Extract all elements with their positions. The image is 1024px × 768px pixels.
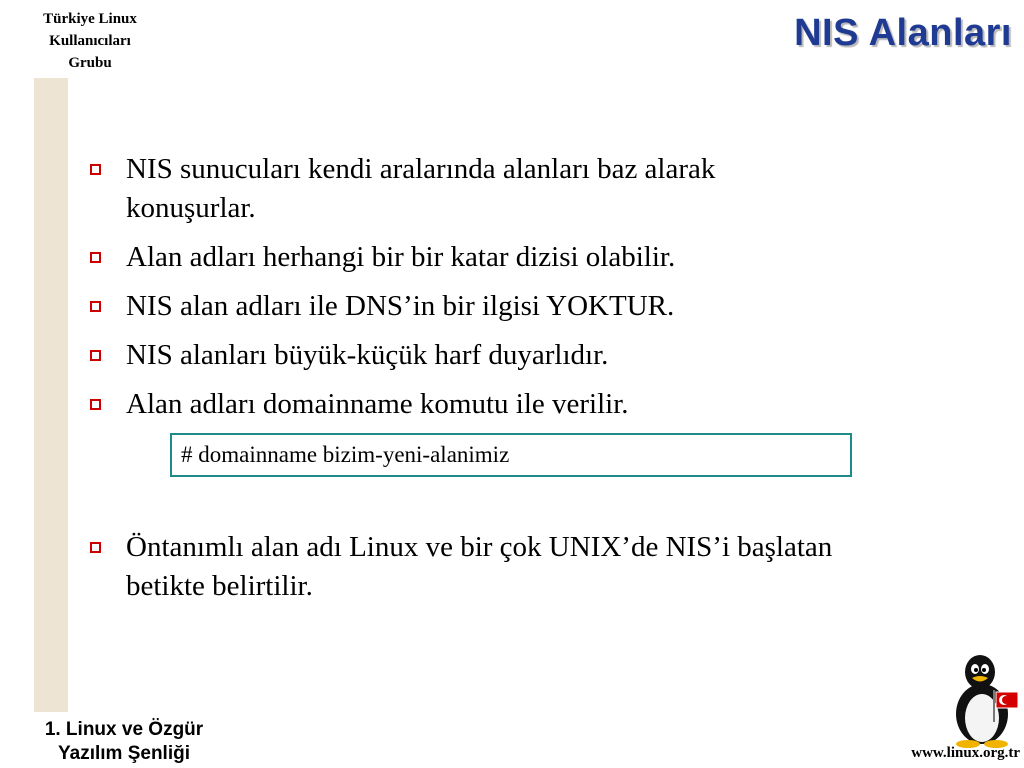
bullet-box-icon [90, 252, 101, 263]
list-item [90, 528, 850, 606]
list-item [90, 385, 850, 424]
event-line-1: 1. Linux ve Özgür [44, 719, 204, 740]
event-name [0, 718, 248, 766]
bullet-text: Alan adları domainname komutu ile verilir. [126, 388, 629, 420]
org-line-2: Kullanıcıları [49, 33, 131, 49]
event-line-2: Yazılım Şenliği [58, 743, 190, 764]
bullet-text: NIS sunucuları kendi aralarında alanları baz alarak konuşurlar. [126, 153, 716, 224]
list-item [90, 238, 850, 277]
org-line-1: Türkiye Linux [43, 11, 137, 27]
list-item [90, 150, 850, 228]
organization-name [0, 8, 180, 74]
bullet-box-icon [90, 301, 101, 312]
bullet-box-icon [90, 350, 101, 361]
command-example-box: # domainname bizim-yeni-alanimiz [170, 433, 852, 477]
bullet-box-icon [90, 542, 101, 553]
bullet-text: Alan adları herhangi bir bir katar dizisi olabilir. [126, 241, 676, 273]
bullet-text: NIS alanları büyük-küçük harf duyarlıdır. [126, 339, 609, 371]
bullet-text: Öntanımlı alan adı Linux ve bir çok UNIX’de NIS’i başlatan betikte belirtilir. [126, 531, 833, 602]
org-line-3: Grubu [68, 55, 112, 71]
tux-penguin-icon [944, 652, 1022, 748]
bullet-text: NIS alan adları ile DNS’in bir ilgisi YOKTUR. [126, 290, 675, 322]
bullet-box-icon [90, 164, 101, 175]
slide-title: NIS Alanları [794, 12, 1012, 54]
list-item [90, 336, 850, 375]
bullet-list [90, 150, 850, 616]
website-url: www.linux.org.tr [911, 745, 1020, 761]
bullet-box-icon [90, 399, 101, 410]
list-item [90, 287, 850, 326]
left-decorative-stripe [34, 78, 68, 712]
